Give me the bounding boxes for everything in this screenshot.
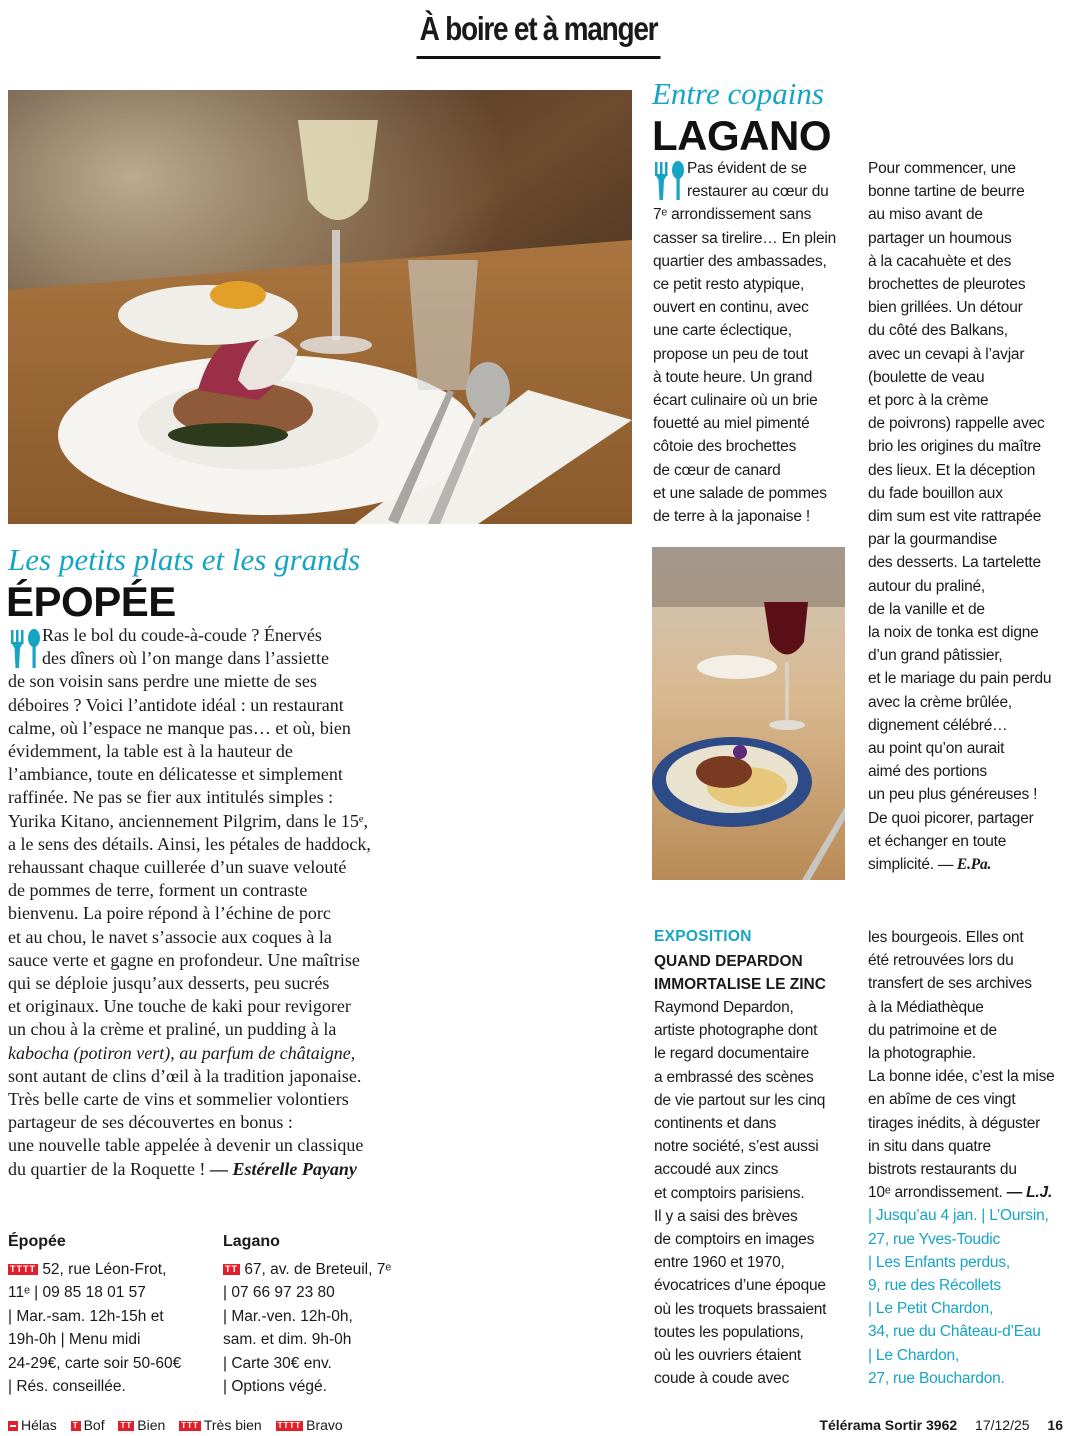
- info-line: | Carte 30€ env.: [223, 1354, 332, 1372]
- venue-line: 9, rue des Récollets: [868, 1277, 1001, 1295]
- lagano-headline: LAGANO: [652, 112, 831, 159]
- body-line: évocatrices d’une époque: [654, 1277, 826, 1295]
- rating-badge: TT: [225, 1263, 238, 1274]
- legend-label: Hélas: [21, 1417, 57, 1433]
- body-line: de cœur de canard: [653, 461, 781, 479]
- body-line: et comptoirs parisiens.: [654, 1184, 805, 1202]
- body-line: ouvert en continu, avec: [653, 299, 809, 317]
- lagano-signature: — E.Pa.: [937, 856, 992, 874]
- legend-item: [8, 1417, 57, 1433]
- info-title: Lagano: [223, 1233, 280, 1250]
- body-line: déboires ? Voici l’antidote idéal : un restaurant: [8, 694, 344, 715]
- body-line: de vie partout sur les cinq: [654, 1091, 826, 1109]
- body-line: une nouvelle table appelée à devenir un classique: [8, 1135, 364, 1156]
- body-line: des lieux. Et la déception: [868, 461, 1036, 479]
- venue-line: 27, rue Yves-Toudic: [868, 1230, 1001, 1248]
- body-line: au point qu’on aurait: [868, 740, 1005, 758]
- info-line: | Mar.-ven. 12h-0h,: [223, 1307, 353, 1325]
- body-line: à la cacahuète et des: [868, 252, 1012, 270]
- publication-name: Télérama Sortir 3962: [819, 1417, 958, 1433]
- legend-item: [118, 1417, 165, 1433]
- body-line: où les troquets brassaient: [654, 1300, 827, 1318]
- body-line: ce petit resto atypique,: [653, 276, 805, 294]
- venue-line: | Le Chardon,: [868, 1346, 960, 1364]
- body-line: calme, où l’espace ne manque pas… et où, bien: [8, 717, 351, 738]
- expo-col2: [868, 926, 1073, 1390]
- body-line: la photographie.: [868, 1045, 976, 1063]
- body-line: tirages inédits, à déguster: [868, 1114, 1041, 1132]
- body-line: par la gourmandise: [868, 531, 998, 549]
- body-line: dignement célébré…: [868, 716, 1008, 734]
- body-line: in situ dans quatre: [868, 1137, 991, 1155]
- info-line: 11ᵉ | 09 85 18 01 57: [8, 1284, 146, 1301]
- body-line: Pour commencer, une: [868, 160, 1016, 177]
- body-line: raffinée. Ne pas se fier aux intitulés simples :: [8, 787, 334, 808]
- body-line: autour du praliné,: [868, 577, 986, 595]
- body-line: avec un cevapi à l’avjar: [868, 345, 1025, 363]
- expo-title-line: IMMORTALISE LE ZINC: [654, 976, 826, 994]
- body-line: les bourgeois. Elles ont: [868, 929, 1024, 946]
- body-line: notre société, s’est aussi: [654, 1138, 819, 1156]
- epopee-photo: [8, 90, 632, 524]
- body-line: quartier des ambassades,: [653, 252, 827, 270]
- info-line-text: 52, rue Léon-Frot,: [42, 1260, 167, 1278]
- body-line-last: [868, 1181, 1073, 1204]
- body-line: avec la crème brûlée,: [868, 693, 1012, 711]
- expo-title-line: QUAND DEPARDON: [654, 953, 803, 970]
- body-line: et porc à la crème: [868, 392, 989, 410]
- body-line: artiste photographe dont: [654, 1022, 818, 1040]
- body-line: de poivrons) rappelle avec: [868, 415, 1045, 433]
- info-line-text: 67, av. de Breteuil, 7ᵉ: [244, 1260, 392, 1278]
- body-line: à toute heure. Un grand: [653, 368, 813, 386]
- body-line: en abîme de ces vingt: [868, 1091, 1016, 1109]
- body-line: de son voisin sans perdre une miette de ses: [8, 671, 317, 692]
- body-line: aimé des portions: [868, 763, 987, 781]
- body-line: et le mariage du pain perdu: [868, 670, 1052, 688]
- info-line: | Options végé.: [223, 1378, 327, 1395]
- body-line: et originaux. Une touche de kaki pour revigorer: [8, 996, 351, 1017]
- info-lagano: [223, 1230, 423, 1399]
- body-line: partager un houmous: [868, 229, 1012, 247]
- info-line: 19h-0h | Menu midi: [8, 1331, 141, 1348]
- body-line: un chou à la crème et praliné, un pudding à la: [8, 1019, 337, 1040]
- body-line: transfert de ses archives: [868, 975, 1032, 993]
- body-line: où les ouvriers étaient: [654, 1347, 802, 1365]
- venue-line: | Les Enfants perdus,: [868, 1253, 1010, 1271]
- body-line: 7ᵉ arrondissement sans: [653, 206, 812, 224]
- epopee-body: [8, 624, 428, 1181]
- rating-badge: TTTT: [10, 1263, 36, 1274]
- body-line: brochettes de pleurotes: [868, 276, 1026, 294]
- info-line: | Mar.-sam. 12h-15h et: [8, 1307, 164, 1325]
- body-line: Raymond Depardon,: [654, 999, 794, 1016]
- lagano-photo: [652, 547, 845, 880]
- body-line: propose un peu de tout: [653, 345, 809, 363]
- body-line: Pas évident de se: [687, 160, 807, 177]
- legend-badge: TTTT: [277, 1421, 302, 1430]
- body-line: un peu plus généreuses !: [868, 786, 1038, 804]
- lagano-kicker: Entre copains: [652, 76, 824, 111]
- page-footer: [819, 1417, 1063, 1433]
- legend-badge: T: [72, 1421, 79, 1430]
- legend-label: Bof: [83, 1417, 105, 1433]
- legend-item: [71, 1417, 105, 1433]
- body-line: la noix de tonka est digne: [868, 624, 1039, 642]
- body-line: bonne tartine de beurre: [868, 183, 1025, 201]
- info-epopee: [8, 1230, 213, 1399]
- body-line-text: simplicité.: [868, 856, 934, 874]
- issue-date: 17/12/25: [975, 1417, 1030, 1433]
- info-line: 24-29€, carte soir 50-60€: [8, 1354, 182, 1372]
- lagano-col1: [653, 157, 853, 528]
- section-title: [81, 10, 996, 59]
- body-line: des desserts. La tartelette: [868, 554, 1041, 572]
- body-line: sont autant de clins d’œil à la tradition japonaise.: [8, 1065, 362, 1086]
- body-line: a le sens des détails. Ainsi, les pétales de haddock,: [8, 833, 371, 854]
- legend-item: [276, 1417, 343, 1433]
- legend-item: [179, 1417, 262, 1433]
- legend-badge: TT: [120, 1421, 133, 1430]
- body-line: toutes les populations,: [654, 1323, 804, 1341]
- info-title: Épopée: [8, 1233, 66, 1250]
- body-line: Ras le bol du coude-à-coude ? Énervés: [42, 625, 322, 645]
- body-line: accoudé aux zincs: [654, 1161, 779, 1179]
- minus-icon: [8, 1421, 18, 1431]
- body-line: et au chou, le navet s’associe aux coques à la: [8, 926, 332, 947]
- info-line: | 07 66 97 23 80: [223, 1284, 335, 1301]
- venue-line: | Jusqu’au 4 jan. | L’Oursin,: [868, 1207, 1049, 1225]
- body-line: à la Médiathèque: [868, 998, 984, 1016]
- expo-kicker: EXPOSITION: [654, 928, 752, 945]
- epopee-kicker: Les petits plats et les grands: [8, 542, 361, 577]
- body-line: De quoi picorer, partager: [868, 809, 1034, 827]
- body-line: Très belle carte de vins et sommelier volontiers: [8, 1089, 349, 1110]
- epopee-signature: — Estérelle Payany: [209, 1158, 357, 1179]
- body-line: et une salade de pommes: [653, 484, 827, 502]
- legend-label: Bravo: [306, 1417, 343, 1433]
- expo-title: [654, 950, 859, 996]
- body-line: l’ambiance, toute en délicatesse et simplement: [8, 764, 343, 785]
- expo-signature: — L.J.: [1006, 1184, 1053, 1202]
- legend-label: Très bien: [203, 1417, 262, 1433]
- epopee-headline: ÉPOPÉE: [6, 578, 176, 625]
- body-line: et échanger en toute: [868, 832, 1007, 850]
- body-line: le regard documentaire: [654, 1045, 809, 1063]
- body-line-text: 10ᵉ arrondissement.: [868, 1184, 1003, 1202]
- page-number: 16: [1047, 1417, 1063, 1433]
- body-line: écart culinaire où un brie: [653, 392, 818, 410]
- body-line: côtoie des brochettes: [653, 438, 797, 456]
- body-line: (boulette de veau: [868, 368, 985, 386]
- body-line: restaurer au cœur du: [687, 183, 829, 201]
- body-line: bien grillées. Un détour: [868, 299, 1023, 317]
- body-line: été retrouvées lors du: [868, 952, 1014, 970]
- body-line: fouetté au miel pimenté: [653, 415, 810, 433]
- venue-line: 27, rue Bouchardon.: [868, 1369, 1005, 1387]
- body-line: des dîners où l’on mange dans l’assiette: [42, 648, 329, 669]
- expo-col1: [654, 996, 859, 1390]
- venue-line: 34, rue du Château-d’Eau: [868, 1323, 1041, 1341]
- body-line: évidemment, la table est à la hauteur de: [8, 741, 293, 762]
- info-line: [8, 1258, 213, 1282]
- body-line: du patrimoine et de: [868, 1021, 997, 1039]
- body-line: bistrots restaurants du: [868, 1161, 1017, 1179]
- rating-legend: [8, 1417, 353, 1433]
- body-line: kabocha (potiron vert), au parfum de châtaigne,: [8, 1042, 356, 1063]
- body-line: d’un grand pâtissier,: [868, 647, 1003, 665]
- body-line: rehaussant chaque cuillerée d’un suave velouté: [8, 857, 347, 878]
- body-line-text: du quartier de la Roquette !: [8, 1158, 206, 1179]
- body-line: Il y a saisi des brèves: [654, 1207, 798, 1225]
- body-line: partageur de ses découvertes en bonus :: [8, 1112, 293, 1133]
- info-line: sam. et dim. 9h-0h: [223, 1331, 352, 1348]
- lagano-col2: [868, 157, 1073, 876]
- body-line: sauce verte et gagne en profondeur. Une maîtrise: [8, 949, 360, 970]
- info-line: | Rés. conseillée.: [8, 1378, 126, 1395]
- body-line: casser sa tirelire… En plein: [653, 229, 837, 247]
- body-line-last: [868, 853, 1073, 876]
- body-line: de la vanille et de: [868, 600, 985, 618]
- body-line: coude à coude avec: [654, 1370, 790, 1388]
- body-line: de pommes de terre, forment un contraste: [8, 880, 308, 901]
- legend-badge: TTT: [181, 1421, 199, 1430]
- body-line: qui se déploie jusqu’aux desserts, peu sucrés: [8, 973, 330, 994]
- body-line: du fade bouillon aux: [868, 484, 1003, 502]
- body-line: bienvenu. La poire répond à l’échine de porc: [8, 903, 331, 924]
- body-line: a embrassé des scènes: [654, 1068, 814, 1086]
- body-line: de comptoirs en images: [654, 1231, 815, 1249]
- body-line: La bonne idée, c’est la mise: [868, 1068, 1055, 1086]
- body-line: continents et dans: [654, 1115, 777, 1133]
- body-line: une carte éclectique,: [653, 322, 792, 340]
- body-line: entre 1960 et 1970,: [654, 1254, 785, 1272]
- body-line: de terre à la japonaise !: [653, 508, 810, 526]
- body-line: Yurika Kitano, anciennement Pilgrim, dans le 15ᵉ,: [8, 810, 369, 831]
- legend-label: Bien: [137, 1417, 166, 1433]
- body-line: dim sum est vite rattrapée: [868, 508, 1042, 526]
- body-line: du côté des Balkans,: [868, 322, 1008, 340]
- info-line: [223, 1258, 423, 1282]
- body-line-last: [8, 1158, 428, 1181]
- body-line: au miso avant de: [868, 206, 983, 224]
- body-line: brio les origines du maître: [868, 438, 1041, 456]
- section-title-text: À boire et à manger: [416, 10, 660, 59]
- venue-line: | Le Petit Chardon,: [868, 1300, 994, 1318]
